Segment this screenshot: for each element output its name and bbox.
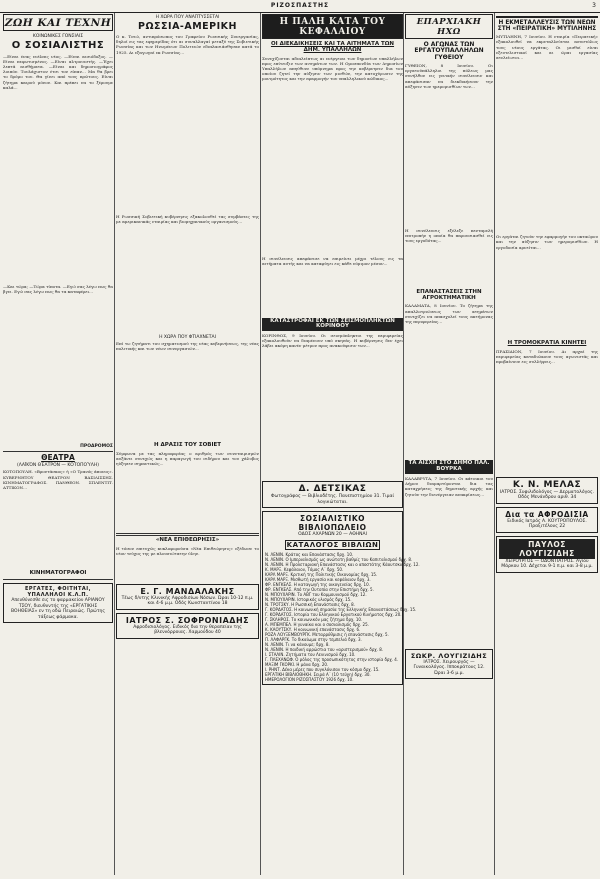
catalog-item: Π. ΛΑΦΑΡΓΚ. Το δικαίωμα στην τεμπελιά δρχ. 3. — [265, 636, 362, 642]
article-body: Η συνέλευσις απεφάσισε να επιμείνει μέχρι τέλους εις τα αιτήματα αυτής και να καταφύγει εις κάθε νόμιμον μέσον... — [262, 255, 403, 266]
ad-title: ΙΑΤΡΟΣ Σ. ΣΟΦΡΟΝΙΑΔΗΣ — [125, 615, 250, 625]
article-body: Η συνέλευσις εξέλεξε πενταμελή επιτροπήν η οποία θα παρουσιασθεί εις τους εργοδότας... — [405, 227, 493, 244]
catalog-address: ΟΔΟΣ ΑΧΑΡΝΩΝ 20 — ΑΘΗΝΑΙ — [298, 532, 367, 538]
column-rule — [403, 13, 404, 875]
article-headline: Η ΕΚΜΕΤΑΛΛΕΥΣΙΣ ΤΩΝ ΝΕΩΝ ΣΤΗ «ΠΕΙΡΑΤΙΚΗ» ΜΥΤΙΛΗΝΗΣ — [496, 16, 598, 32]
column-provincial-echo — [405, 14, 493, 876]
catalog-item: Ι. ΣΤΑΛΙΝ. Ζητήματα του Λενινισμού δρχ. 10. — [265, 651, 356, 657]
photographer-advertisement — [262, 481, 403, 508]
bookshop-catalog — [262, 511, 420, 685]
ad-body: ΙΑΤΡΟΣ. Συφιλιδολόγος — Δερματολόγος. Οδός Μενάνδρου αριθ. 34 — [499, 489, 595, 501]
article-headline: Η ΤΡΟΜΟΚΡΑΤΙΑ ΚΙΝΗΤΕΙ — [507, 340, 587, 347]
catalog-item: Γ. ΚΟΡΔΑΤΟΣ. Ιστορία του Ελληνικού Εργατικού Κινήματος δρχ. 20. — [265, 611, 402, 617]
doctor-advertisement — [496, 477, 598, 504]
ad-body: Φωτογράφος — Βιβλιοδέτης. Πανεπιστημίου 31. Τιμαί λογικώταται. — [271, 494, 394, 505]
article-body: Επί τω ζητήματι του σχηματισμού της νέας κυβερνήσεως, της νέας πολιτικής και των νέων συνεργασιών... — [116, 340, 259, 352]
kicker: Η ΧΩΡΑ ΠΟΥ ΑΝΑΠΤΥΣΣΕΤΑΙ — [155, 15, 220, 20]
catalog-item: Ν. ΛΕΝΙΝ. Η παιδική αρρώστια του «αριστερισμού» δρχ. 8. — [265, 646, 384, 652]
catalog-item: Ν. ΜΠΟΥΧΑΡΙΝ. Το ΑΒΓ του Κομμουνισμού δρχ. 12. — [265, 591, 367, 597]
ad-body: Απευθύνεσθε εις το φαρμακείον ΑΡΙΑΝΟΥ ΤΣΟΥ, διευθυντής της «ΕΡΓΑΤΙΚΗΣ ΒΟΗΘΕΙΑΣ» εν τη οδώ Πειραιώς. Πρώτης τάξεως φάρμακα. — [10, 598, 106, 620]
catalog-item: Ι. ΡΗΝΤ. Δέκα μέρες που συγκλόνισαν τον κόσμο δρχ. 15. — [265, 666, 380, 672]
article-body: ΠΡΑΣΙΑΙΟΝ, 7 Ιουνίου. Αι αρχαί της περιφερείας καταδιώκουν τους αγωνιστάς και προβαίνουν εις συλλήψεις... — [496, 348, 598, 365]
column-life-and-art — [3, 14, 113, 876]
ad-title: ΣΩΚΡ. ΛΟΥΓΙΖΙΔΗΣ — [410, 651, 488, 660]
box-headline: «ΝΕΑ ΕΠΙΘΕΩΡΗΣΙΣ» — [155, 536, 220, 543]
ad-body: ΙΑΤΡΟΣ. Χειρουργός — Γυναικολόγος. Ιπποκράτους 12. Ώραι 3-6 μ.μ. — [413, 659, 485, 676]
column-struggle-against-capital — [262, 14, 420, 876]
ad-title: Δια τα ΑΦΡΟΔΙΣΙΑ — [505, 509, 589, 519]
article-body: ΚΑΛΑΒΡΥΤΑ, 7 Ιουνίου. Οι κάτοικοι του Δήμου διαμαρτύρονται δια τας καταχρήσεις της δημοτικής αρχής και ζητούν την διενέργειαν ανακρίσεως... — [405, 475, 493, 497]
article-headline: ΟΙ ΔΙΕΚΔΙΚΗΣΕΙΣ ΚΑΙ ΤΑ ΑΙΤΗΜΑΤΑ ΤΩΝ ΔΗΜ. ΥΠΑΛΛΗΛΩΝ — [270, 41, 395, 53]
article-headline: ΚΑΤΑΣΤΡΟΦΑΙ ΕΚ ΤΩΝ ΣΕΙΣΜΟΠΛΗΚΤΩΝ ΚΟΡΙΝΘΟΥ — [262, 318, 403, 332]
article-headline: ΡΩΣΣΙΑ-ΑΜΕΡΙΚΗ — [138, 21, 237, 32]
catalog-item: Ν. ΛΕΝΙΝ. Η Προλεταριακή Επανάστασις και ο αποστάτης Κάουτσκυ δρχ. 12. — [265, 561, 420, 567]
kicker: ΚΟΙΝΩΝΙΚΕΣ ΓΟΝΣΙΑΙΣ — [32, 34, 84, 39]
article-headline: ΤΑ ΑΙΣΧΗ ΣΤΟ ΔΗΜΟ ΠΑΛ. ΒΟΥΡΚΑ — [405, 460, 493, 474]
ad-body: Τέως δ/ντης Κλινικής Αφροδισίων Νόσων. Ώραι 10-12 π.μ. και 4-6 μ.μ. Οδός Κωνσταντίνου 18 — [121, 595, 254, 606]
ad-body: Αφροδισιολόγος. Ειδικός δια την θεραπείαν της βλεννόρροιας. Χαρμούδου 40 — [133, 624, 242, 635]
column-russia-america — [116, 14, 259, 876]
column-mytilene — [496, 14, 598, 876]
catalog-item: Γ. ΚΟΡΔΑΤΟΣ. Η κοινωνική σημασία της Ελληνικής Επαναστάσεως δρχ. 15. — [265, 606, 417, 612]
column-rule — [114, 13, 115, 875]
catalog-item: ΦΡ. ΕΝΓΚΕΛΣ. Από την Ουτοπία στην Επιστήμη δρχ. 5. — [265, 586, 374, 592]
ad-title: ΕΡΓΑΤΕΣ, ΦΟΙΤΗΤΑΙ, ΥΠΑΛΛΗΛΟΙ Κ.Λ.Π. — [24, 586, 91, 599]
catalog-item: ΚΑΡΛ ΜΑΡΞ. Κριτική της Πολιτικής Οικονομίας δρχ. 15. — [265, 571, 378, 577]
section-banner: ΕΠΑΡΧΙΑΚΗ ΗΧΩ — [405, 14, 493, 39]
catalog-item: Ν. ΛΕΝΙΝ. Τι να κάνουμε; δρχ. 8. — [265, 641, 330, 647]
ad-title: Κ. Ν. ΜΕΛΑΣ — [512, 479, 582, 490]
article-headline: ΕΠΑΝΑΣΤΑΣΕΙΣ ΣΤΗΝ ΑΓΡΟΚΤΗΜΑΤΙΚΗ — [416, 288, 482, 301]
article-body: Ο κ. Τσιώ, αντιπρόσωπος του Γραφείου Ρωσσικής Συνεργασίας, δηλοί εις τας εφημερίδας ότι αι συναλλαγαί μεταξύ της Σοβιετικής Ρωσσίας και των Ηνωμένων Πολιτειών εδιπλασιάσθησαν κατά το 1925. Αι εξαγωγαί εκ Ρωσσίας... — [116, 33, 259, 55]
catalog-item: ΡΟΖΑ ΛΟΥΞΕΜΒΟΥΡΓΚ. Μεταρρύθμισις ή επανάστασις δρχ. 5. — [265, 631, 389, 637]
catalog-item: Ν. ΜΠΟΥΧΑΡΙΝ. Ιστορικός υλισμός δρχ. 15. — [265, 596, 352, 602]
catalog-item: Γ. ΣΚΛΗΡΟΣ. Το κοινωνικόν μας ζήτημα δρχ. 10. — [265, 616, 363, 622]
page-number: 3 — [592, 2, 596, 9]
catalog-item: ΕΡΓΑΤΙΚΗ ΒΙΒΛΙΟΘΗΚΗ. Σειρά Α΄ (10 τεύχη) δρχ. 30. — [265, 671, 371, 677]
pharmacy-advertisement — [3, 583, 113, 623]
article-body: ΜΥΤΙΛΗΝΗ, 7 Ιουνίου. Η εταιρία «Πειρατική» εξακολουθεί να εκμεταλλεύεται ασυστόλως τους νέους εργάτας. Οι μισθοί είναι εξευτελιστικοί και αι ώραι εργασίας ατελείωτοι... — [496, 34, 598, 60]
divider — [116, 533, 259, 536]
catalog-item: ΦΡ. ΕΝΓΚΕΛΣ. Η καταγωγή της οικογενείας δρχ. 10. — [265, 581, 370, 587]
doctor-advertisement — [496, 507, 598, 533]
catalog-item: Γ. ΠΛΕΧΑΝΩΦ. Ο ρόλος της προσωπικότητος στην ιστορία δρχ. 4. — [265, 656, 399, 662]
doctor-advertisement — [116, 613, 259, 639]
column-rule — [260, 13, 261, 875]
catalog-item: ΗΜΕΡΟΛΟΓΙΟΝ ΡΙΖΟΣΠΑΣΤΟΥ 1926 δρχ. 10. — [265, 676, 354, 682]
ad-body: ΧΕΙΡΟΥΡΓΟΣ — ΟΔΟΝΤΙΑΤΡΟΣ. Αγίου Μάρκου 10. Δέχεται 9-1 π.μ. και 3-8 μ.μ. — [501, 558, 593, 570]
article-author: ΠΡΟΔΡΟΜΟΣ — [80, 443, 113, 449]
catalog-item: ΚΑΡΛ ΜΑΡΞ. Μισθωτή εργασία και κεφάλαιον δρχ. 3. — [265, 576, 371, 582]
catalog-item: Κ. ΜΑΡΞ. Κεφάλαιον, Τόμος Α΄ δρχ. 50. — [265, 566, 344, 572]
article-body: ΚΟΡΙΝΘΟΣ, 9 Ιουνίου. Οι σεισμόπληκτοι της περιφερείας εξακολουθούν να διαμένουν υπό σκηνάς. Η κυβέρνησις δεν έχει λάβει ακόμη κανέν μέτρον προς ανακούφισιν των... — [262, 333, 403, 349]
doctor-advertisement — [405, 649, 493, 680]
cinema-headline: ΚΙΝΗΜΑΤΟΓΡΑΦΟΙ — [29, 570, 87, 577]
dentist-advertisement — [496, 536, 598, 573]
catalog-item: Κ. ΚΑΟΥΤΣΚΥ. Η κοινωνική επανάστασις δρχ. 6. — [265, 626, 361, 632]
section-subhead: Η ΔΡΑΣΙΣ ΤΟΥ ΣΟΒΙΕΤ — [153, 441, 222, 448]
catalog-item: ΜΑΞΙΜ ΓΚΟΡΚΙ. Η μάνα δρχ. 20. — [265, 661, 329, 667]
catalog-item: Α. ΜΠΕΜΠΕΛ. Η γυναίκα και ο σοσιαλισμός δρχ. 25. — [265, 621, 369, 627]
article-body: ΓΥΘΕΙΟΝ, 8 Ιουνίου. Οι εργατοϋπάλληλοι της πόλεως μας συνήλθον εις γενικήν συνέλευσιν και απεφάσισαν να διεκδικήσουν την αύξησιν των ημερομισθίων των... — [405, 62, 493, 89]
catalog-list — [265, 551, 420, 682]
article-body: Η Ρωσσική Σοβιετική κυβέρνησις εξακολουθεί τας συμβάσεις της με αμερικανικάς εταιρίας και βιομηχανικούς οργανισμούς... — [116, 213, 259, 225]
catalog-banner: ΣΟΣΙΑΛΙΣΤΙΚΟ ΒΙΒΛΙΟΠΩΛΕΙΟ — [298, 514, 367, 533]
theatre-listings: ΚΟΤΟΠΟΥΛΗ. «Βροντάσκος» ή «Ο Τρανός άπονος». ΚΥΒΕΡΝΗΤΟΥ ΘΕΑΤΡΟΝ ΒΑΣΙΛΙΣΣΗΣ. ΚΙΝΗΜΑΤΟΓΡΑΦΟΣ. ΠΑΝΘΕΟΝ. ΣΠΛΕΝΤΙΤ. ΑΤΤΙΚΟΝ... — [3, 469, 113, 490]
article-body: Συνεχίζονται αδιαλείπτως αι ενέργειαι των δημοσίων υπαλλήλων προς επίτευξιν των αιτημάτων των. Η Ομοσπονδία των Δημοσίων Υπαλλήλων απηύθυνε υπόμνημα προς την κυβέρνησιν δια του οποίου ζητεί την αύξησιν των μισθών, την κατοχύρωσιν της μονιμότητος και την εφαρμογήν του υπαλληλικού κώδικος... — [262, 55, 403, 82]
article-headline: Ο ΣΟΣΙΑΛΙΣΤΗΣ — [11, 40, 105, 51]
ad-title: Ε. Γ. ΜΑΝΔΑΛΑΚΗΣ — [140, 586, 235, 596]
masthead-title: ΡΙΖΟΣΠΑΣΤΗΣ — [270, 2, 330, 9]
divider — [3, 579, 113, 580]
catalog-item: Ν. ΤΡΟΤΣΚΥ. Η Ρωσσική Επανάστασις δρχ. 8. — [265, 601, 355, 607]
section-banner: Η ΠΑΛΗ ΚΑΤΑ ΤΟΥ ΚΕΦΑΛΑΙΟΥ — [262, 14, 403, 39]
ad-body: Ειδικός Ιατρός Α. ΚΟΥΤΡΟΠΟΥΛΟΣ. Πραξιτέλους 22 — [507, 518, 587, 530]
doctor-advertisement — [116, 584, 259, 610]
article-headline: Ο ΑΓΩΝΑΣ ΤΩΝ ΕΡΓΑΤΟΫΠΑΛΛΗΛΩΝ ΓΥΘΕΙΟΥ — [414, 41, 484, 61]
ad-title: ΠΑΥΛΟΣ ΛΟΥΓΙΖΙΔΗΣ — [499, 539, 595, 559]
ad-title: Δ. ΔΕΤΣΙΚΑΣ — [298, 484, 367, 495]
article-body: Οι εργάται ζητούν την εφαρμογήν του οκταώρου και την αύξησιν των ημερομισθίων. Η εργοδοσία αρνείται... — [496, 234, 598, 250]
divider — [3, 451, 113, 452]
theatre-subhead: (ΛΑΪΚΌΝ ΘΈΑΤΡΟΝ — ΚΟΤΟΠΟΎΛΗ) — [17, 463, 99, 469]
column-rule — [494, 13, 495, 875]
article-body: ΚΑΛΑΜΑΤΑ, 8 Ιουνίου. Το ζήτημα της απαλλοτριώσεως των κτημάτων συνεχίζει να απασχολεί τους ακτήμονας της περιφερείας... — [405, 303, 493, 325]
masthead — [0, 0, 600, 13]
catalog-item: Ν. ΛΕΝΙΝ. Κράτος και Επανάστασις δρχ. 10. — [265, 551, 354, 557]
article-body: Σύμφωνα με τας πληροφορίας ο αριθμός των συνεταιρισμών αυξάνει συνεχώς και η παραγωγή του σιδήρου και του χάλυβος ηύξησεν σημαντικώς... — [116, 450, 259, 467]
theatre-headline: ΘΕΑΤΡΑ — [41, 452, 75, 462]
article-body: —Και τώρα; —Τώρα τίποτα. —Εγώ σας λέγω πως θα βγει. Εγώ σας λέγω πως θα τα καταφέρει... — [3, 283, 113, 294]
catalog-title: ΚΑΤΑΛΟΓΟΣ ΒΙΒΛΙΩΝ — [286, 540, 379, 549]
box-body: Η τόσον επιτυχώς κυκλοφορούσα «Νέα Επιθεώρησις» εξέδωσε το νέον τεύχος της με πλουσιώτατην ύλην. — [116, 545, 259, 556]
kicker: Η ΧΩΡΑ ΠΟΥ ΦΤΙΑΧΝΕΤΑΙ — [159, 334, 216, 340]
section-banner: ΖΩΗ ΚΑΙ ΤΕΧΝΗ — [3, 14, 113, 31]
article-body: —Είναι ένας ευέλπις νέος. —Είναι αισιόδοξος. —Είναι πεφωτισμένος. —Είναι αλτρουιστής. —Έχει λεπτά αισθήματα. —Είναι και δημοσιογράφος λοιπόν. Τουλάχιστον έτσι τον είπαν... Μα θα βρει το δρόμο του. Θα γίνει από τους πρώτους. Είναι ζήτημα καιρού μόνον. Και πρέπει να το ξέρουμε καλά... — [3, 53, 113, 90]
catalog-item: Ν. ΛΕΝΙΝ. Ο Ιμπεριαλισμός ως ανώτατη βαθμίς του Καπιταλισμού δρχ. 8. — [265, 556, 413, 562]
